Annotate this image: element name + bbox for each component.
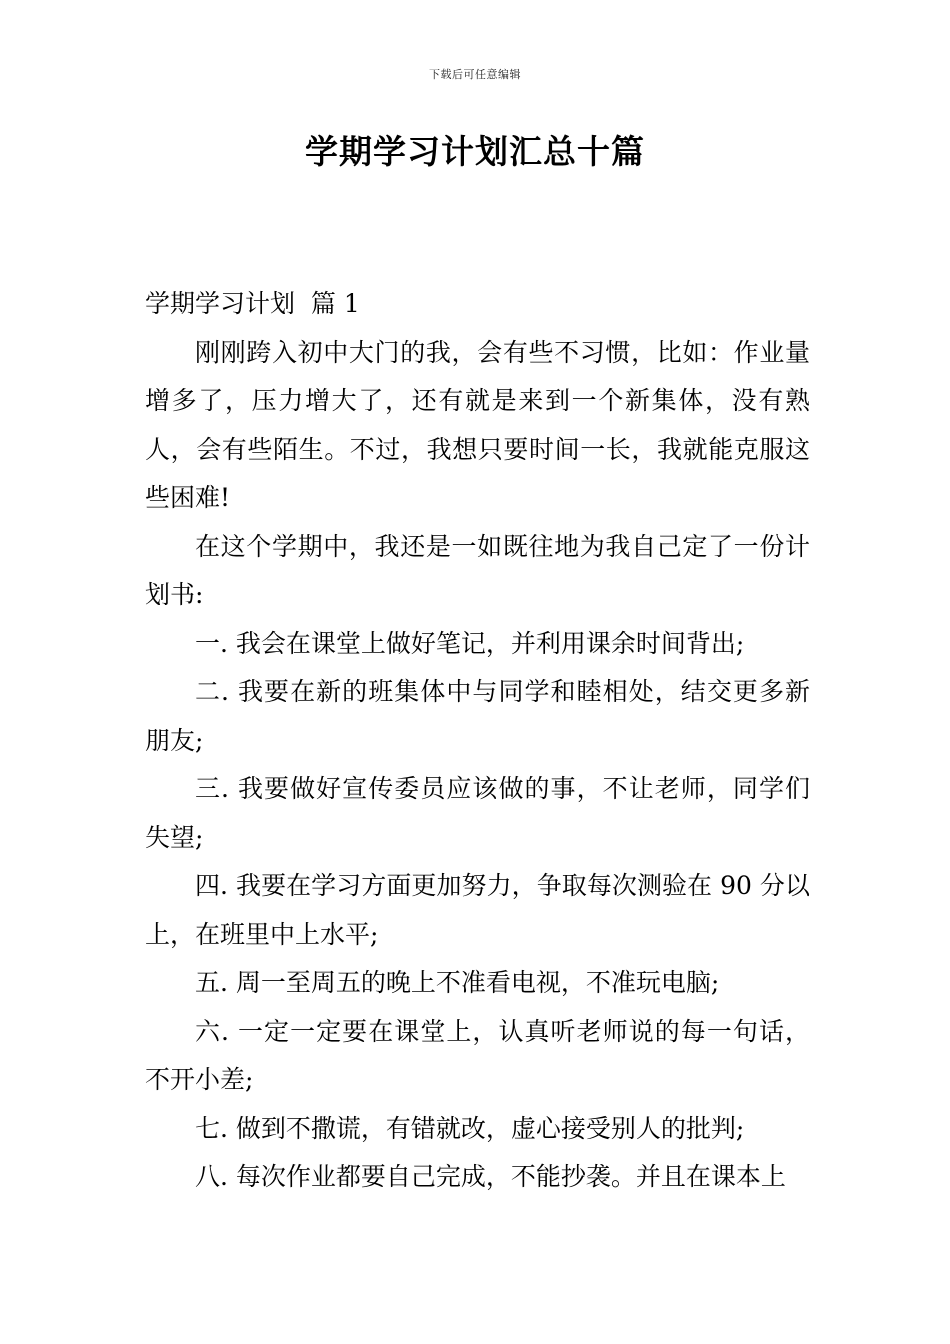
header-note: 下载后可任意编辑 [429, 68, 521, 81]
paragraph-plan-intro: 在这个学期中，我还是一如既往地为我自己定了一份计划书: [145, 531, 810, 609]
plan-item-6: 六. 一定一定要在课堂上，认真听老师说的每一句话，不开小差; [145, 1016, 810, 1094]
plan-item-5: 五. 周一至周五的晚上不准看电视，不准玩电脑; [195, 968, 720, 997]
plan-item-1: 一. 我会在课堂上做好笔记，并利用课余时间背出; [195, 628, 745, 658]
plan-item-2: 二. 我要在新的班集体中与同学和睦相处，结交更多新朋友; [145, 677, 810, 755]
plan-item-8: 八. 每次作业都要自己完成，不能抄袭。并且在课本上 [195, 1162, 786, 1191]
document-body [145, 280, 810, 1202]
section-heading: 学期学习计划 篇 1 [145, 289, 360, 318]
document-title: 学期学习计划汇总十篇 [305, 132, 645, 171]
plan-item-3: 三. 我要做好宣传委员应该做的事，不让老师，同学们失望; [145, 774, 810, 852]
plan-item-4: 四. 我要在学习方面更加努力，争取每次测验在 90 分以上，在班里中上水平; [145, 871, 810, 949]
paragraph-intro: 刚刚跨入初中大门的我，会有些不习惯，比如：作业量增多了，压力增大了，还有就是来到一个新集体，没有熟人，会有些陌生。不过，我想只要时间一长，我就能克服这些困难! [145, 337, 810, 512]
plan-item-7: 七. 做到不撒谎，有错就改，虚心接受别人的批判; [195, 1113, 745, 1143]
